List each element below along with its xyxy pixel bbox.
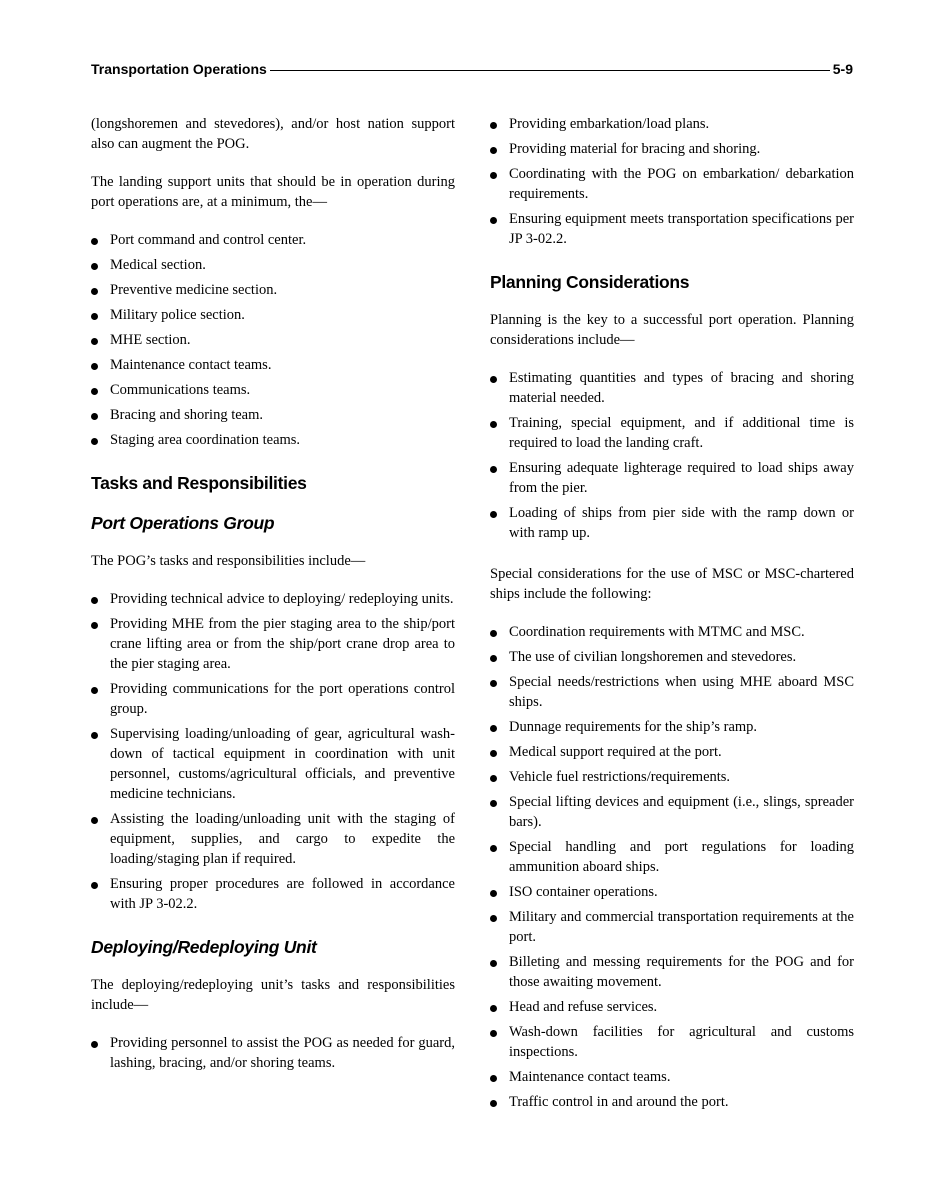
bullet-icon [490,217,497,224]
bullet-icon [490,915,497,922]
list-item: Communications teams. [91,380,455,400]
planning-paragraph: Planning is the key to a successful port operation. Planning considerations include— [490,312,854,348]
unit-paragraph: The deploying/redeploying unit’s tasks and responsibilities include— [91,977,455,1013]
list-item: Staging area coordination teams. [91,430,455,450]
list-item: Providing personnel to assist the POG as needed for guard, lashing, bracing, and/or shoring teams. [91,1033,455,1073]
list-item: Maintenance contact teams. [490,1067,854,1087]
list-item: The use of civilian longshoremen and stevedores. [490,647,854,667]
bullet-icon [490,890,497,897]
landing-units-paragraph: The landing support units that should be in operation during port operations are, at a minimum, the— [91,174,455,210]
list-item: Military police section. [91,305,455,325]
list-item: Port command and control center. [91,230,455,250]
right-column [490,114,854,1117]
left-column [91,114,455,1078]
bullet-icon [490,1075,497,1082]
list-item: Special needs/restrictions when using MHE aboard MSC ships. [490,672,854,712]
bullet-icon [91,338,98,345]
bullet-icon [91,363,98,370]
special-considerations-paragraph: Special considerations for the use of MSC or MSC-chartered ships include the following: [490,566,854,602]
list-item: Medical support required at the port. [490,742,854,762]
bullet-icon [91,438,98,445]
pog-tasks-list [91,589,455,914]
list-item: Special handling and port regulations for loading ammunition aboard ships. [490,837,854,877]
list-item: Ensuring proper procedures are followed in accordance with JP 3-02.2. [91,874,455,914]
bullet-icon [490,376,497,383]
bullet-icon [490,466,497,473]
list-item: Coordination requirements with MTMC and MSC. [490,622,854,642]
list-item: MHE section. [91,330,455,350]
list-item: ISO container operations. [490,882,854,902]
list-item: Bracing and shoring team. [91,405,455,425]
bullet-icon [490,421,497,428]
list-item: Loading of ships from pier side with the ramp down or with ramp up. [490,503,854,543]
bullet-icon [490,655,497,662]
list-item: Coordinating with the POG on embarkation/ debarkation requirements. [490,164,854,204]
bullet-icon [91,882,98,889]
list-item: Providing technical advice to deploying/ redeploying units. [91,589,455,609]
list-item: Providing embarkation/load plans. [490,114,854,134]
bullet-icon [490,172,497,179]
list-item: Ensuring adequate lighterage required to load ships away from the pier. [490,458,854,498]
list-item: Wash-down facilities for agricultural and customs inspections. [490,1022,854,1062]
bullet-icon [490,775,497,782]
list-item: Special lifting devices and equipment (i.e., slings, spreader bars). [490,792,854,832]
bullet-icon [490,1100,497,1107]
subsection-heading-unit: Deploying/Redeploying Unit [91,937,317,957]
list-item: Traffic control in and around the port. [490,1092,854,1112]
bullet-icon [91,622,98,629]
bullet-icon [91,732,98,739]
unit-tasks-list [91,1033,455,1073]
bullet-icon [490,750,497,757]
bullet-icon [490,800,497,807]
list-item: Military and commercial transportation requirements at the port. [490,907,854,947]
list-item: Preventive medicine section. [91,280,455,300]
header-rule [270,70,830,71]
bullet-icon [91,313,98,320]
intro-paragraph: (longshoremen and stevedores), and/or host nation support also can augment the POG. [91,116,455,152]
pog-paragraph: The POG’s tasks and responsibilities include— [91,553,366,569]
bullet-icon [91,817,98,824]
bullet-icon [490,680,497,687]
list-item: Billeting and messing requirements for the POG and for those awaiting movement. [490,952,854,992]
bullet-icon [490,725,497,732]
bullet-icon [490,960,497,967]
bullet-icon [91,238,98,245]
section-heading-tasks: Tasks and Responsibilities [91,473,307,493]
bullet-icon [490,1030,497,1037]
list-item: Providing communications for the port operations control group. [91,679,455,719]
landing-units-list [91,230,455,450]
list-item: Training, special equipment, and if additional time is required to load the landing craft. [490,413,854,453]
bullet-icon [91,597,98,604]
bullet-icon [91,1041,98,1048]
list-item: Providing material for bracing and shoring. [490,139,854,159]
bullet-icon [91,288,98,295]
list-item: Ensuring equipment meets transportation specifications per JP 3-02.2. [490,209,854,249]
list-item: Assisting the loading/unloading unit with the staging of equipment, supplies, and cargo to expedite the loading/staging plan if required. [91,809,455,869]
list-item: Dunnage requirements for the ship’s ramp. [490,717,854,737]
bullet-icon [91,263,98,270]
planning-list [490,368,854,543]
bullet-icon [490,845,497,852]
list-item: Maintenance contact teams. [91,355,455,375]
bullet-icon [91,687,98,694]
bullet-icon [490,630,497,637]
chapter-title: Transportation Operations [91,61,267,77]
unit-tasks-list-continued [490,114,854,249]
list-item: Supervising loading/unloading of gear, agricultural wash-down of tactical equipment in coordination with unit personnel, customs/agricultural officials, and preventive medicine technicians. [91,724,455,804]
bullet-icon [490,1005,497,1012]
section-heading-planning: Planning Considerations [490,272,690,292]
bullet-icon [91,388,98,395]
special-considerations-list [490,622,854,1112]
bullet-icon [490,122,497,129]
subsection-heading-pog: Port Operations Group [91,513,275,533]
page-number: 5-9 [832,61,853,77]
bullet-icon [490,511,497,518]
bullet-icon [490,147,497,154]
running-header [91,60,853,78]
list-item: Vehicle fuel restrictions/requirements. [490,767,854,787]
list-item: Estimating quantities and types of bracing and shoring material needed. [490,368,854,408]
bullet-icon [91,413,98,420]
list-item: Providing MHE from the pier staging area to the ship/port crane lifting area or from the ship/port crane drop area to the pier staging area. [91,614,455,674]
list-item: Medical section. [91,255,455,275]
list-item: Head and refuse services. [490,997,854,1017]
